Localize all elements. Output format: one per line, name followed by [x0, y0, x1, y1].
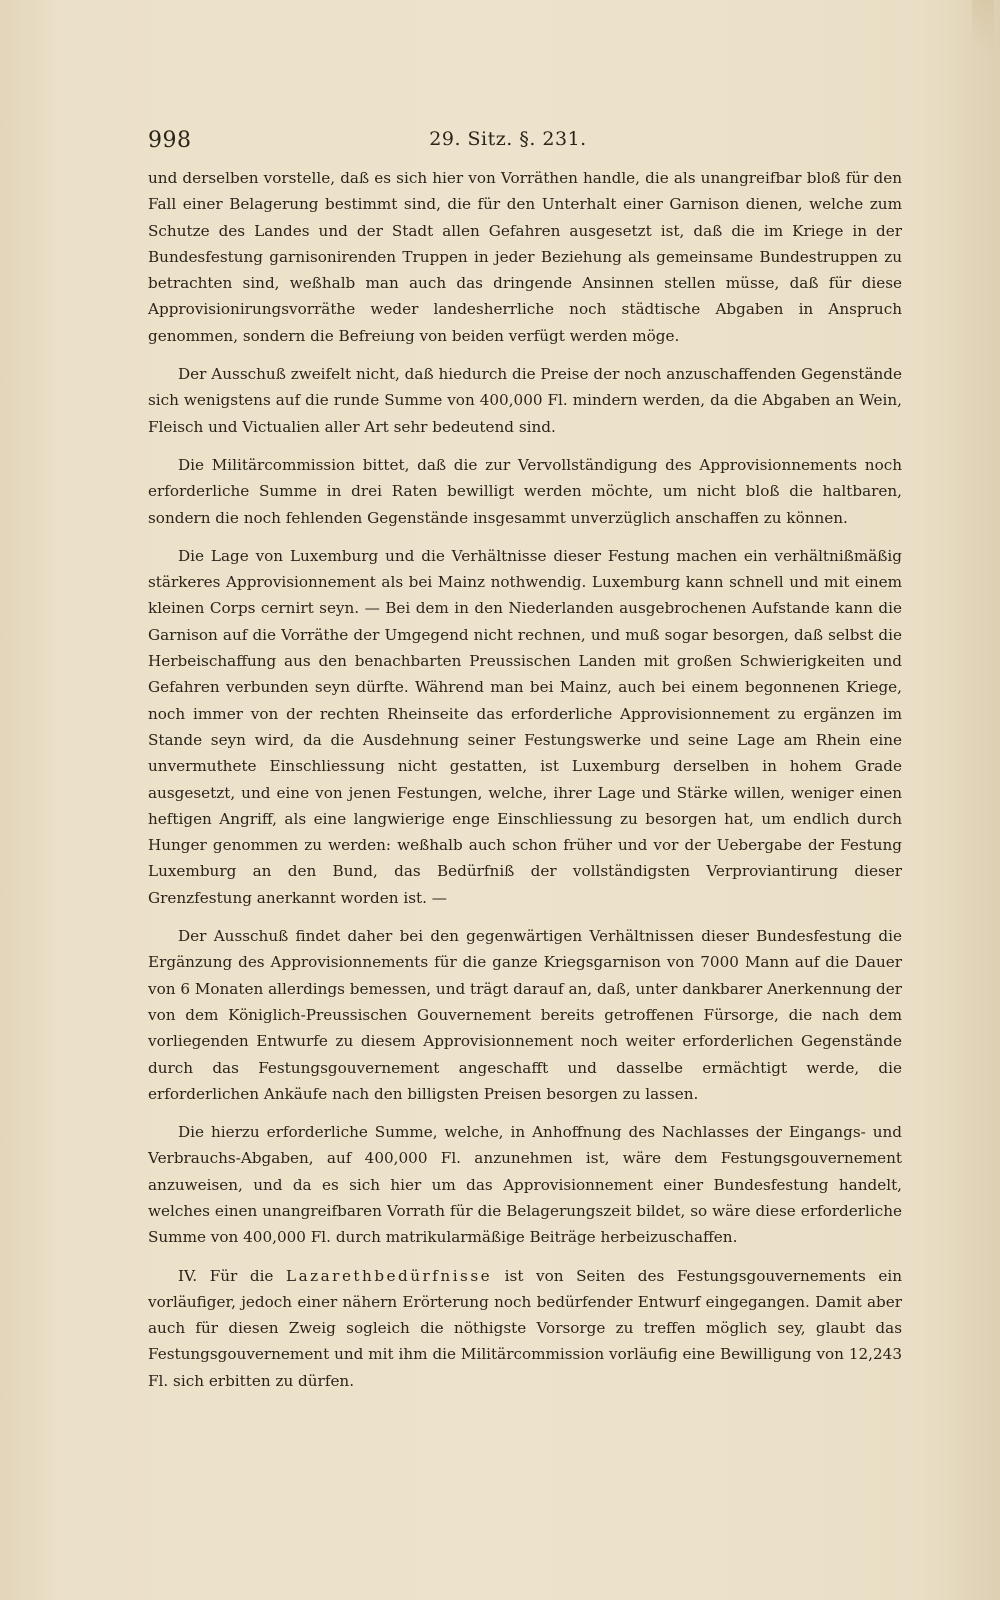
paragraph-5: Der Ausschuß findet daher bei den gegenwärtigen Verhältnissen dieser Bundesfestung die Ergänzung des Approvisionnements für die ganze Kriegsgarnison von 7000 Mann auf die Dauer von 6 Monaten allerdings bemessen, und trägt darauf an, daß, unter dankbarer Anerkennung der von dem Königlich-Preussischen Gouvernement bereits getroffenen Fürsorge, die nach dem vorliegenden Entwurfe zu diesem Approvisionnement noch weiter erforderlichen Gegenstände durch das Festungsgouvernement angeschafft und dasselbe ermächtigt werde, die erforderlichen Ankäufe nach den billigsten Preisen besorgen zu lassen.	[148, 927, 902, 1103]
paragraph-7	[148, 1263, 902, 1394]
running-head: 29. Sitz. §. 231.	[429, 128, 587, 150]
body-text	[148, 165, 902, 1406]
paragraph-6: Die hierzu erforderliche Summe, welche, in Anhoffnung des Nachlasses der Eingangs- und Verbrauchs-Abgaben, auf 400,000 Fl. anzunehmen ist, wäre dem Festungsgouvernement anzuweisen, und da es sich hier um das Approvisionnement einer Bundesfestung handelt, welches einen unangreifbaren Vorrath für die Belagerungszeit bildet, so wäre diese erforderliche Summe von 400,000 Fl. durch matrikularmäßige Beiträge herbeizuschaffen.	[148, 1123, 902, 1247]
paragraph-2: Der Ausschuß zweifelt nicht, daß hiedurch die Preise der noch anzuschaffenden Gegenstände sich wenigstens auf die runde Summe von 400,000 Fl. mindern werden, da die Abgaben an Wein, Fleisch und Victualien aller Art sehr bedeutend sind.	[148, 365, 902, 436]
page-number: 998	[148, 128, 192, 153]
page-header	[148, 128, 868, 160]
section-iv-emphasis: Lazarethbedürfnisse	[285, 1266, 493, 1285]
paragraph-4: Die Lage von Luxemburg und die Verhältnisse dieser Festung machen ein verhältnißmäßig stärkeres Approvisionnement als bei Mainz nothwendig. Luxemburg kann schnell und mit einem kleinen Corps cernirt seyn. — Bei dem in den Niederlanden ausgebrochenen Aufstande kann die Garnison auf die Vorräthe der Umgegend nicht rechnen, und muß sogar besorgen, daß selbst die Herbeischaffung aus den benachbarten Preussischen Landen mit großen Schwierigkeiten und Gefahren verbunden seyn dürfte. Während man bei Mainz, auch bei einem begonnenen Kriege, noch immer von der rechten Rheinseite das erforderliche Approvisionnement zu ergänzen im Stande seyn wird, da die Ausdehnung seiner Festungswerke und seine Lage am Rhein eine unvermuthete Einschliessung nicht gestatten, ist Luxemburg derselben in hohem Grade ausgesetzt, und eine von jenen Festungen, welche, ihrer Lage und Stärke willen, weniger einen heftigen Angriff, als eine langwierige enge Einschliessung zu besorgen hat, um endlich durch Hunger genommen zu werden: weßhalb auch schon früher und vor der Uebergabe der Festung Luxemburg an den Bund, das Bedürfniß der vollständigsten Verproviantirung dieser Grenzfestung anerkannt worden ist. —	[148, 546, 902, 907]
page-corner-shadow	[972, 0, 994, 60]
paragraph-3: Die Militärcommission bittet, daß die zur Vervollständigung des Approvisionnements noch erforderliche Summe in drei Raten bewilligt werden möchte, um nicht bloß die haltbaren, sondern die noch fehlenden Gegenstände insgesammt unverzüglich anschaffen zu können.	[148, 455, 902, 527]
paragraph-1: und derselben vorstelle, daß es sich hier von Vorräthen handle, die als unangreifbar bloß für den Fall einer Belagerung bestimmt sind, die für den Unterhalt einer Garnison dienen, welche zum Schutze des Landes und der Stadt allen Gefahren ausgesetzt ist, daß die im Kriege in der Bundesfestung garnisonirenden Truppen in jeder Beziehung als gemeinsame Bundestruppen zu betrachten sind, weßhalb man auch das dringende Ansinnen stellen müsse, daß für diese Approvisionirungsvorräthe weder landesherrliche noch städtische Abgaben in Anspruch genommen, sondern die Befreiung von beiden verfügt werden möge.	[148, 169, 902, 345]
section-iv-text: ist von Seiten des Festungsgouvernements ein vorläufiger, jedoch einer nähern Erörterung noch bedürfender Entwurf eingegangen. Damit aber auch für diesen Zweig sogleich die nöthigste Vorsorge zu treffen möglich sey, glaubt das Festungsgouvernement und mit ihm die Militärcommission vorläufig eine Bewilligung von 12,243 Fl. sich erbitten zu dürfen.	[148, 1266, 902, 1390]
section-iv-prefix: IV. Für die	[178, 1266, 286, 1285]
